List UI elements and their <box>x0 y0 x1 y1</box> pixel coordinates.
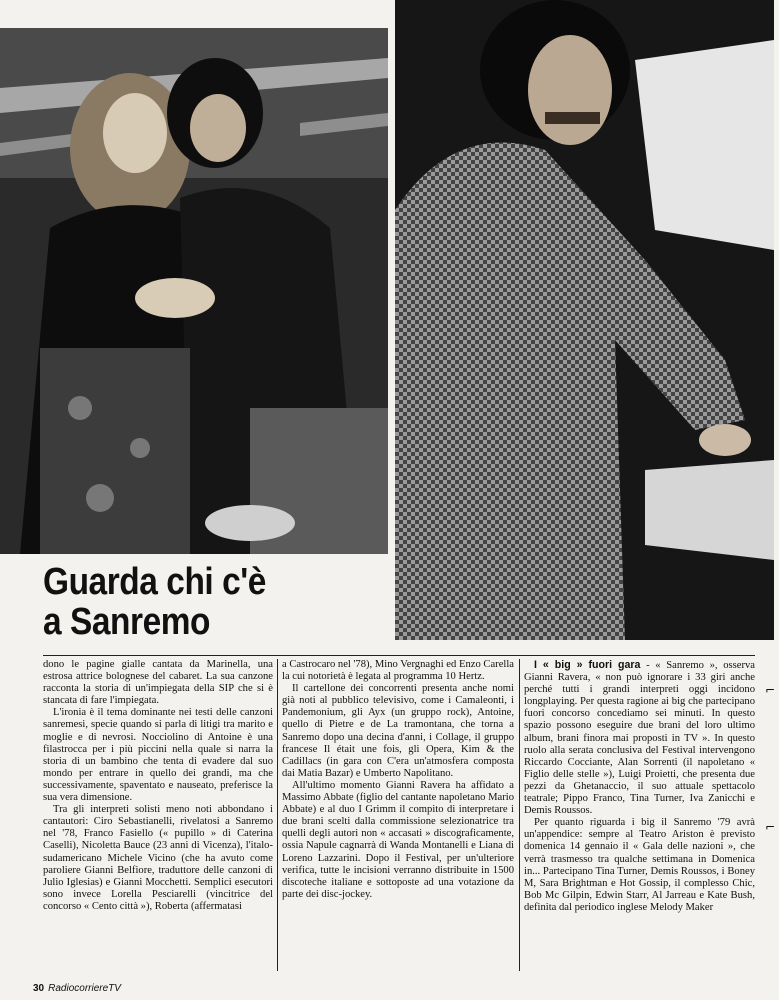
photo-couple <box>0 28 388 554</box>
publication-name: RadiocorriereTV <box>48 983 121 994</box>
crop-mark-icon: ⌐ <box>765 683 776 697</box>
column-divider <box>519 659 520 971</box>
paragraph: L'ironia è il tema dominante nei testi delle canzoni sanremesi, specie quando si parla di litigi tra marito e moglie e di nevrosi. Nocciolino di Antoine è una filastrocca per i più piccini nella quale si narra la storia di un bambino che tenta di evadere dal suo mondo per entrare in quello dei grandi, ma che successivamente, spaventato e nauseato, preferisce la sua vera dimensione. <box>43 707 273 804</box>
photo-man-at-piano-illustration <box>395 0 774 640</box>
photo-man-at-piano <box>395 0 774 640</box>
paragraph: Tra gli interpreti solisti meno noti abbondano i cantautori: Ciro Sebastianelli, rivelatosi a Sanremo nel '78, Franco Fasiello (« pupillo » di Caterina Caselli), Nicoletta Bauce (23 anni di Vicenza), l'italo-sudamericano Michele Vicino (che ha avuto come paroliere Gianni Belfiore, traduttore delle canzoni di Julio Iglesias) e Gianni Mocchetti. Semplici esecutori sono invece Lorella Pesciarelli (vincitrice del concorso « Cento città »), Roberta (affermatasi <box>43 804 273 912</box>
page-number: 30 <box>33 983 45 994</box>
article-column-2 <box>282 659 514 971</box>
headline-line-1: Guarda chi c'è <box>43 561 266 603</box>
column-top-rule <box>43 655 755 656</box>
article-column-1 <box>43 659 273 971</box>
subheading: I « big » fuori gara <box>534 659 641 671</box>
paragraph: Il cartellone dei concorrenti presenta anche nomi già noti al pubblico televisivo, come i Camaleonti, i Pandemonium, gli Ayx (un gruppo rock), Antoine, quello di Pietre e de La tramontana, che torna a Sanremo dopo una decina d'anni, i Collage, il gruppo francese Il était une fois, gli Opera, Kim & the Cadillacs (in gara con C'era un'atmosfera composta dai Matia Bazar) e Umberto Napolitano. <box>282 683 514 779</box>
column-divider <box>277 659 278 971</box>
paragraph: a Castrocaro nel '78), Mino Vergnaghi ed Enzo Carella la cui notorietà è legata al programma 10 Hertz. <box>282 659 514 683</box>
paragraph: dono le pagine gialle cantata da Marinella, una estrosa attrice bolognese del cabaret. La sua canzone racconta la storia di un'impiegata della SIP che si è stancata di fare l'impiegata. <box>43 659 273 707</box>
headline-line-2: a Sanremo <box>43 601 211 643</box>
article-column-3 <box>524 659 755 971</box>
photo-couple-illustration <box>0 28 388 554</box>
page-footer <box>33 983 121 994</box>
paragraph-text: - « Sanremo », osserva Gianni Ravera, « non può ignorare i 33 giri anche perché tutti i grandi interpreti oggi incidono longplaying. Per questa ragione ai big che partecipano fuori concorso concediamo sei minuti. In questo spazio possono eseguire due brani del loro ultimo album, brani finora mai proposti in TV ». In questo ruolo alla serata conclusiva del Festival intervengono Riccardo Cocciante, Alan Sorrenti (il napoletano « Figlio delle stelle »), Luigi Proietti, che presenta due pezzi da Ghetanaccio, il suo attuale spettacolo teatrale; Pippo Franco, Tina Turner, Iva Zanicchi e Demis Roussos. <box>524 660 755 817</box>
crop-mark-icon: ⌐ <box>765 820 776 834</box>
article-headline <box>43 562 342 642</box>
paragraph: Per quanto riguarda i big il Sanremo '79 avrà un'appendice: sempre al Teatro Ariston è previsto domenica 14 gennaio il « Gala delle nazioni », che verrà trasmesso tra qualche settimana in Domenica in... Partecipano Tina Turner, Demis Roussos, i Boney M, Sara Brightman e Hot Gossip, il complesso Chic, Bob Mc Gilpin, Edwin Starr, Al Jarreau e Kate Bush, definita dal periodico inglese Melody Maker <box>524 817 755 913</box>
paragraph <box>524 659 755 817</box>
paragraph: All'ultimo momento Gianni Ravera ha affidato a Massimo Abbate (figlio del cantante napoletano Mario Abbate) e al duo I Grimm il compito di interpretare i due brani scelti dalla commissione selezionatrice tra quelli degli autori non « accasati » discograficamente, ossia Napule cagnarrà di Wanda Montanelli e Liana di Loreno Lazzarini. Dopo il Festival, per un'ulteriore verifica, tutte le incisioni verranno distribuite in 1500 discoteche italiane e sottoposte ad una votazione da parte dei disc-jockey. <box>282 779 514 900</box>
